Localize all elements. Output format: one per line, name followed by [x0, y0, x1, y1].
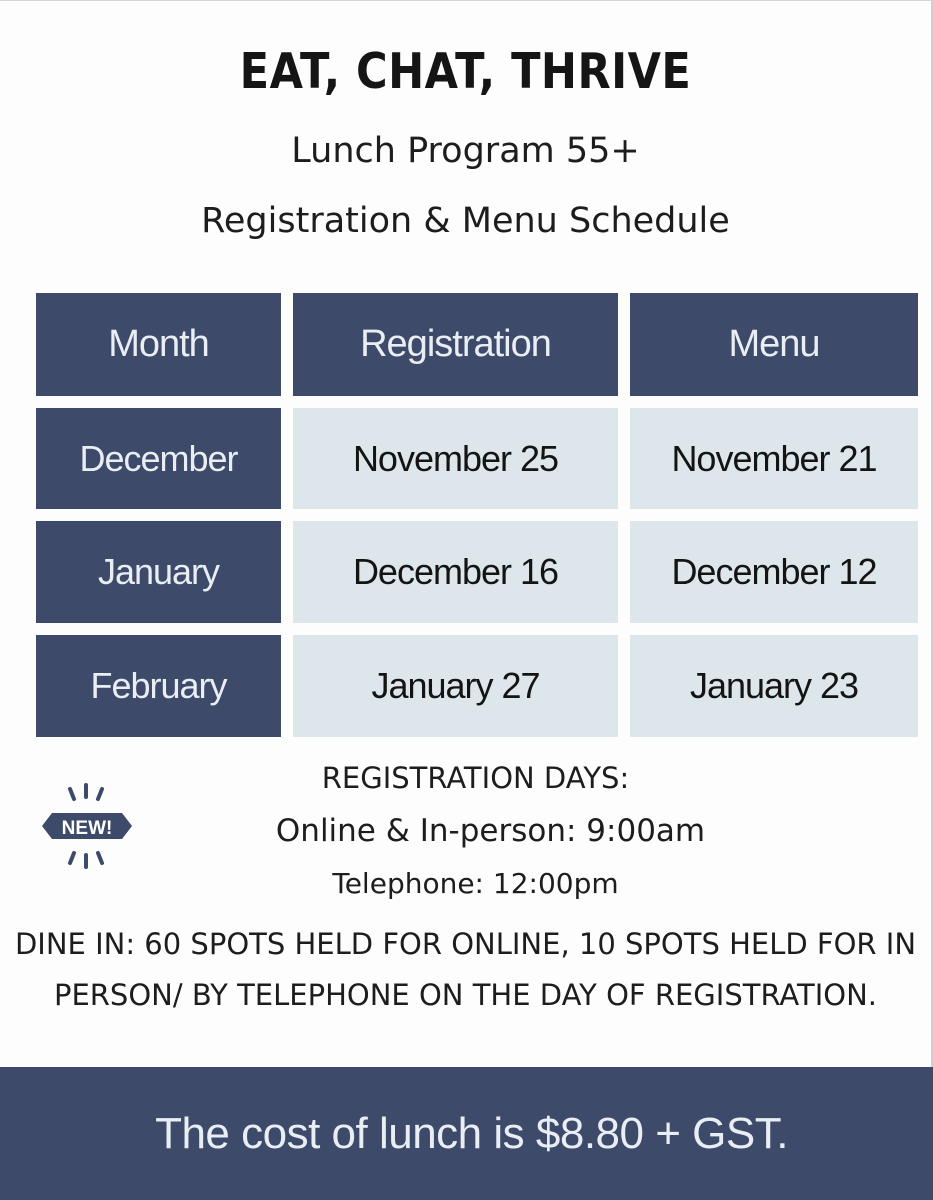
- registration-cell-december: November 25: [293, 408, 618, 509]
- registration-cell-january: December 16: [293, 521, 618, 623]
- month-cell-december: December: [36, 408, 281, 509]
- menu-cell-january: December 12: [630, 521, 918, 623]
- month-cell-february: February: [36, 635, 281, 737]
- cost-text: The cost of lunch is $8.80 + GST.: [155, 1109, 788, 1158]
- menu-cell-december: November 21: [630, 408, 918, 509]
- new-badge-label: NEW!: [61, 818, 113, 839]
- program-subtitle: Lunch Program 55+: [291, 131, 640, 171]
- column-header-registration: Registration: [293, 293, 618, 396]
- column-header-menu: Menu: [630, 293, 918, 396]
- page-title: EAT, CHAT, THRIVE: [239, 43, 692, 100]
- dine-in-notice: DINE IN: 60 SPOTS HELD FOR ONLINE, 10 SPOTS HELD FOR IN PERSON/ BY TELEPHONE ON THE DAY OF REGISTRATION.: [14, 927, 917, 1012]
- online-inperson-time: Online & In-person: 9:00am: [275, 813, 706, 849]
- registration-cell-february: January 27: [293, 635, 618, 737]
- schedule-subtitle: Registration & Menu Schedule: [201, 201, 730, 241]
- column-header-month: Month: [36, 293, 281, 396]
- registration-days-heading: REGISTRATION DAYS:: [321, 761, 630, 795]
- cost-footer: [0, 1067, 933, 1200]
- menu-cell-february: January 23: [630, 635, 918, 737]
- telephone-time: Telephone: 12:00pm: [332, 867, 619, 900]
- month-cell-january: January: [36, 521, 281, 623]
